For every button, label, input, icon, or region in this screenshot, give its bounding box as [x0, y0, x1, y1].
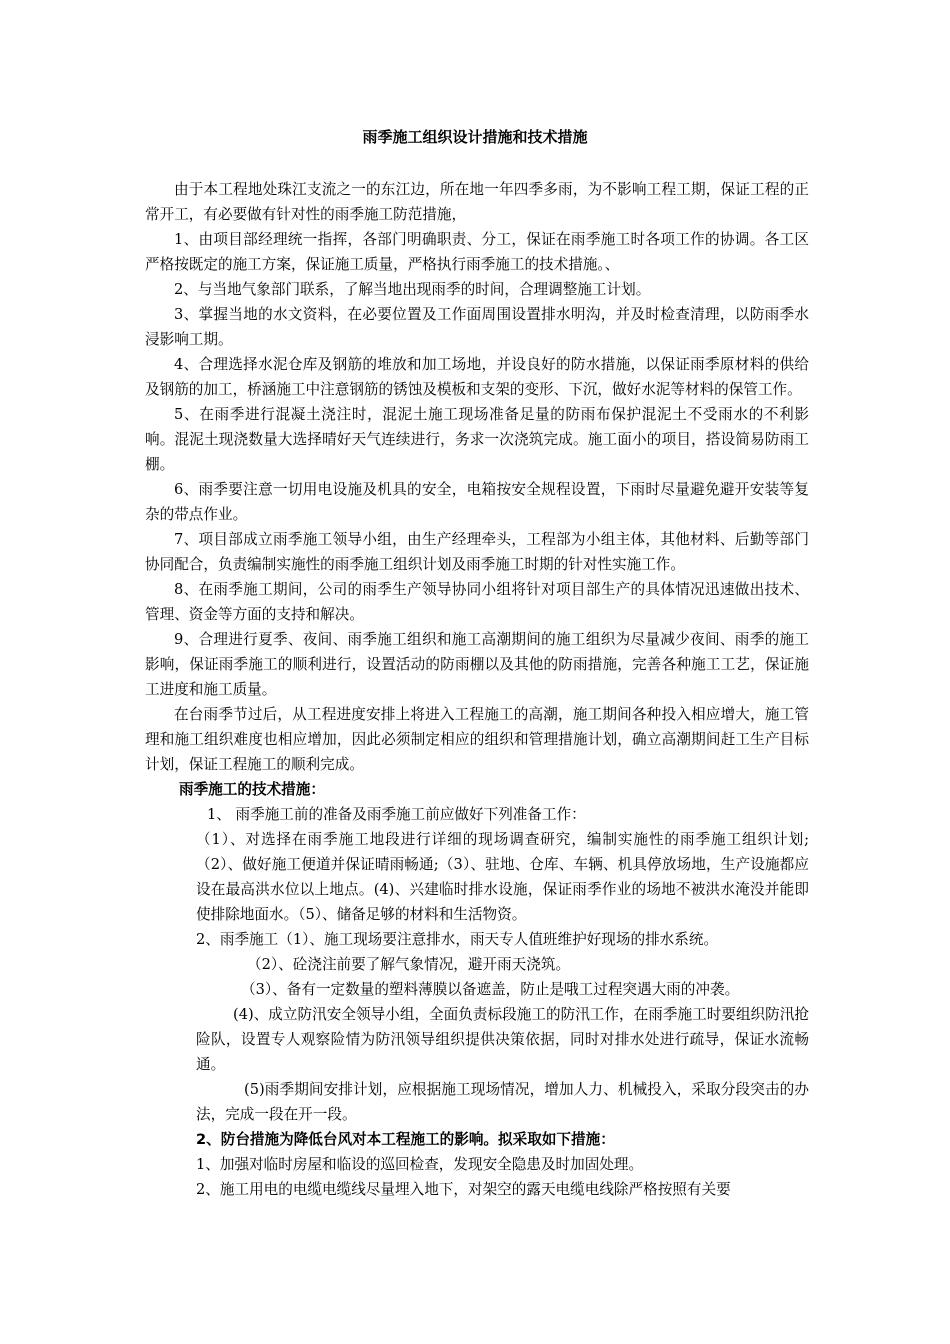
typhoon-item: 1、加强对临时房屋和临设的巡回检查，发现安全隐患及时加固处理。	[196, 1156, 644, 1173]
measure-paragraph: 7、项目部成立雨季施工领导小组，由生产经理牵头，工程部为小组主体，其他材料、后勤等部门协同配合，负责编制实施性的雨季施工组织计划及雨季施工时期的针对性实施工作。	[145, 531, 809, 573]
typhoon-heading: 2、防台措施为降低台风对本工程施工的影响。拟采取如下措施：	[196, 1131, 615, 1148]
measure-paragraph: 2、与当地气象部门联系，了解当地出现雨季的时间，合理调整施工计划。	[174, 281, 651, 298]
measure-paragraph: 9、合理进行夏季、夜间、雨季施工组织和施工高潮期间的施工组织为尽量减少夜间、雨季的施工影响，保证雨季施工的顺利进行，设置活动的防雨棚以及其他的防雨措施，完善各种施工工艺，保证施工进度和施工质量。	[145, 631, 809, 698]
tech-subitem: （3）、备有一定数量的塑料薄膜以备遮盖，防止是哦工过程突遇大雨的冲袭。	[241, 981, 740, 998]
measure-paragraph: 5、在雨季进行混凝土浇注时，混泥土施工现场准备足量的防雨布保护混泥土不受雨水的不利影响。混泥土现浇数量大选择晴好天气连续进行，务求一次浇筑完成。施工面小的项目，搭设简易防雨工棚。	[145, 406, 809, 473]
tech-subitem: (5)雨季期间安排计划，应根据施工现场情况，增加人力、机械投入，采取分段突击的办法，完成一段在开一段。	[196, 1081, 809, 1123]
measure-paragraph: 4、合理选择水泥仓库及钢筋的堆放和加工场地，并设良好的防水措施，以保证雨季原材料的供给及钢筋的加工，桥涵施工中注意钢筋的锈蚀及模板和支架的变形、下沉，做好水泥等材料的保管工作。	[145, 356, 809, 398]
tech-heading: 雨季施工的技术措施：	[179, 781, 325, 798]
tech-item: 1、 雨季施工前的准备及雨季施工前应做好下列准备工作：	[207, 806, 586, 823]
measure-paragraph: 6、雨季要注意一切用电设施及机具的安全，电箱按安全规程设置，下雨时尽量避免避开安装等复杂的带点作业。	[145, 481, 809, 523]
tech-subitem: (4)、成立防汛安全领导小组，全面负责标段施工的防汛工作，在雨季施工时要组织防汛抢险队，设置专人观察险情为防汛领导组织提供决策依据，同时对排水处进行疏导，保证水流畅通。	[196, 1006, 809, 1073]
summary-paragraph: 在台雨季节过后，从工程进度安排上将进入工程施工的高潮，施工期间各种投入相应增大，施工管理和施工组织难度也相应增加，因此必须制定相应的组织和管理措施计划，确立高潮期间赶工生产目标计划，保证工程施工的顺利完成。	[145, 706, 809, 773]
measure-paragraph: 3、掌握当地的水文资料，在必要位置及工作面周围设置排水明沟，并及时检查清理，以防雨季水浸影响工期。	[145, 306, 809, 348]
measure-paragraph: 8、在雨季施工期间，公司的雨季生产领导协同小组将针对项目部生产的具体情况迅速做出技术、管理、资金等方面的支持和解决。	[145, 581, 809, 623]
tech-subitem: （2）、砼浇注前要了解气象情况，避开雨天浇筑。	[247, 956, 571, 973]
document-body	[145, 177, 809, 1202]
tech-item-detail: （1）、对选择在雨季施工地段进行详细的现场调查研究，编制实施性的雨季施工组织计划;（2）、做好施工便道并保证晴雨畅通;（3）、驻地、仓库、车辆、机具停放场地，生产设施都应设在最高洪水位以上地点。(4)、兴建临时排水设施，保证雨季作业的场地不被洪水淹没并能即使排除地面水。（5）、储备足够的材料和生活物资。	[196, 831, 809, 923]
measure-paragraph: 1、由项目部经理统一指挥，各部门明确职责、分工，保证在雨季施工时各项工作的协调。各工区严格按既定的施工方案，保证施工质量，严格执行雨季施工的技术措施。、	[145, 231, 809, 273]
typhoon-item: 2、施工用电的电缆电缆线尽量埋入地下，对架空的露天电缆电线除严格按照有关要	[196, 1181, 731, 1198]
tech-item: 2、雨季施工（1）、施工现场要注意排水，雨天专人值班维护好现场的排水系统。	[196, 931, 719, 948]
intro-paragraph: 由于本工程地处珠江支流之一的东江边，所在地一年四季多雨，为不影响工程工期，保证工程的正常开工，有必要做有针对性的雨季施工防范措施，	[145, 181, 809, 223]
tech-section	[145, 802, 809, 1202]
page-title: 雨季施工组织设计措施和技术措施	[362, 128, 588, 146]
